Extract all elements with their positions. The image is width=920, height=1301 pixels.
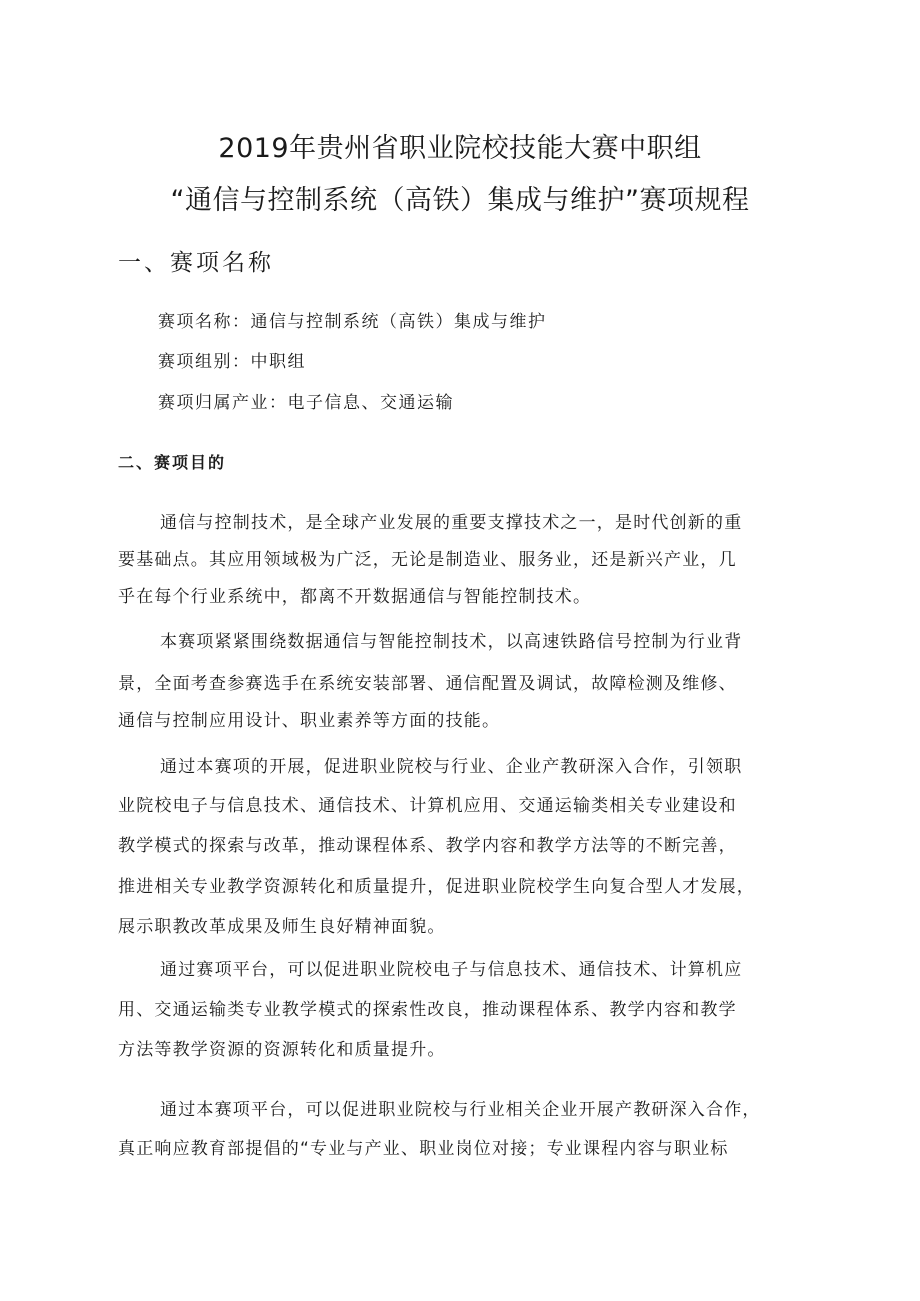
event-group-line: 赛项组别：中职组 [158,352,306,372]
paragraph-line: 通过本赛项的开展，促进职业院校与行业、企业产教研深入合作，引领职 [160,757,743,777]
paragraph-line: 方法等教学资源的资源转化和质量提升。 [118,1040,446,1060]
document-title-line-1: 2019年贵州省职业院校技能大赛中职组 [218,133,702,164]
paragraph-line: 乎在每个行业系统中，都离不开数据通信与智能控制技术。 [118,587,592,607]
section-1-heading: 一、赛项名称 [118,250,274,276]
paragraph-line: 景，全面考查参赛选手在系统安装部署、通信配置及调试，故障检测及维修、 [118,674,737,694]
paragraph-line: 通过本赛项平台，可以促进职业院校与行业相关企业开展产教研深入合作， [160,1100,761,1120]
paragraph-line: 通过赛项平台，可以促进职业院校电子与信息技术、通信技术、计算机应 [160,960,743,980]
paragraph-line: 推进相关专业教学资源转化和质量提升，促进职业院校学生向复合型人才发展， [118,877,755,897]
paragraph-line: 通信与控制应用设计、职业素养等方面的技能。 [118,711,501,731]
event-name-line: 赛项名称：通信与控制系统（高铁）集成与维护 [158,312,547,332]
paragraph-line: 通信与控制技术，是全球产业发展的重要支撑技术之一，是时代创新的重 [160,513,743,533]
paragraph-line: 展示职教改革成果及师生良好精神面貌。 [118,917,446,937]
paragraph-line: 教学模式的探索与改革，推动课程体系、教学内容和教学方法等的不断完善， [118,836,737,856]
paragraph-line: 真正响应教育部提倡的“专业与产业、职业岗位对接；专业课程内容与职业标 [118,1139,729,1159]
paragraph-line: 用、交通运输类专业教学模式的探索性改良，推动课程体系、教学内容和教学 [118,1000,737,1020]
document-title-line-2: “通信与控制系统（高铁）集成与维护”赛项规程 [170,185,750,216]
paragraph-line: 本赛项紧紧围绕数据通信与智能控制技术，以高速铁路信号控制为行业背 [160,632,743,652]
paragraph-line: 要基础点。其应用领域极为广泛，无论是制造业、服务业，还是新兴产业，几 [118,550,737,570]
paragraph-line: 业院校电子与信息技术、通信技术、计算机应用、交通运输类相关专业建设和 [118,796,737,816]
section-2-heading: 二、赛项目的 [118,453,227,472]
event-industry-line: 赛项归属产业：电子信息、交通运输 [158,393,454,413]
